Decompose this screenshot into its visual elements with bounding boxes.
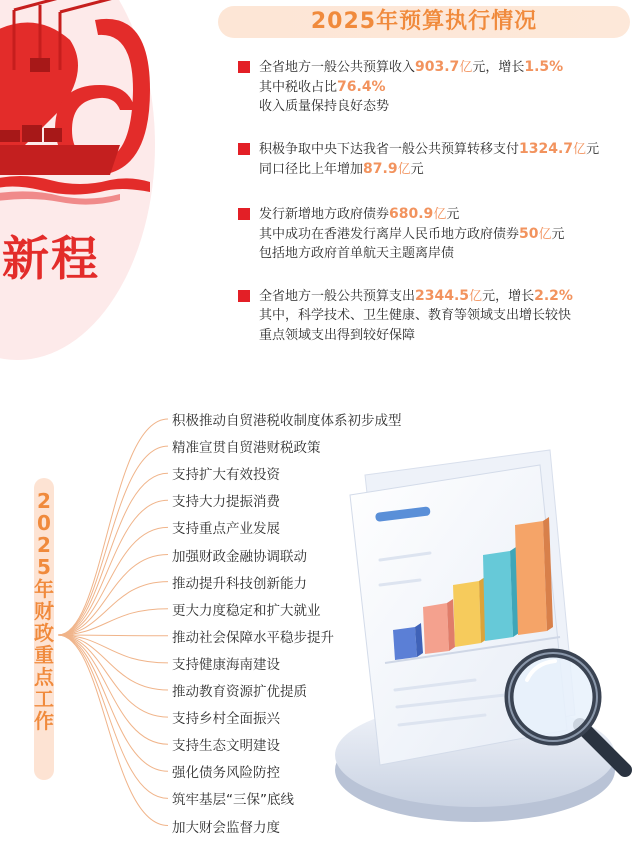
- text: 其中税收占比: [259, 80, 338, 95]
- highlight-number: 2344.5: [415, 288, 470, 304]
- key-work-item: 加强财政金融协调联动: [172, 548, 307, 565]
- connector-curves: [50, 405, 175, 835]
- unit: 亿: [433, 207, 447, 222]
- key-work-item: 推动教育资源扩优提质: [172, 684, 307, 700]
- unit: 亿: [469, 289, 483, 304]
- bullet-square: [238, 208, 250, 220]
- highlight-number: 1.5%: [524, 59, 564, 75]
- text: 全省地方一般公共预算收入: [259, 60, 416, 75]
- page-title: 2025年预算执行情况: [310, 9, 538, 34]
- key-work-item: 推动提升科技创新能力: [172, 575, 307, 592]
- budget-line: [259, 78, 386, 97]
- highlight-number: 680.9: [389, 206, 434, 222]
- connector-curve: [58, 473, 168, 635]
- highlight-number: 1324.7: [519, 141, 574, 157]
- text: 元: [586, 142, 600, 157]
- emblem-text: 新程: [2, 232, 100, 287]
- bullet-square: [238, 143, 250, 155]
- connector-curve: [58, 635, 168, 826]
- key-work-item: 推动社会保障水平稳步提升: [172, 629, 334, 646]
- text: 元: [410, 162, 424, 177]
- key-work-item: 支持大力提振消费: [172, 494, 280, 511]
- unit: 亿: [459, 60, 473, 75]
- text: 发行新增地方政府债券: [259, 207, 390, 222]
- budget-line: [259, 160, 424, 179]
- unit: 亿: [397, 162, 411, 177]
- text: 其中成功在香港发行离岸人民币地方政府债券: [259, 227, 520, 242]
- text: 积极争取中央下达我省一般公共预算转移支付: [259, 142, 520, 157]
- text: 元，增长: [482, 289, 535, 304]
- highlight-number: 87.9: [363, 161, 398, 177]
- key-work-item: 精准宣贯自贸港财税政策: [172, 440, 321, 457]
- budget-line: 包括地方政府首单航天主题离岸债: [259, 246, 455, 261]
- crane-ship-emblem: [0, 0, 160, 220]
- highlight-number: 76.4%: [337, 79, 386, 95]
- key-work-item: 加大财会监督力度: [172, 819, 280, 836]
- budget-line: 重点领域支出得到较好保障: [259, 328, 416, 343]
- key-work-item: 更大力度稳定和扩大就业: [172, 602, 321, 619]
- key-work-item: 筑牢基层“三保”底线: [172, 792, 294, 809]
- budget-line: [259, 225, 565, 244]
- budget-line: [259, 140, 599, 159]
- key-work-item: 支持重点产业发展: [172, 521, 280, 538]
- unit: 亿: [538, 227, 552, 242]
- connector-curve: [58, 555, 168, 636]
- connector-curve: [58, 635, 168, 798]
- key-work-item: 支持生态文明建设: [172, 738, 280, 755]
- key-work-title: 2 0 2 5 年 财 政 重 点 工 作: [34, 489, 54, 733]
- highlight-number: 50: [519, 226, 539, 242]
- budget-line: 收入质量保持良好态势: [259, 99, 390, 114]
- key-work-item: 支持健康海南建设: [172, 656, 280, 673]
- highlight-number: 903.7: [415, 59, 460, 75]
- connector-curve: [58, 635, 168, 771]
- text: 元: [446, 207, 460, 222]
- key-work-item: 支持乡村全面振兴: [172, 711, 280, 728]
- budget-line: [259, 287, 573, 306]
- budget-line: [259, 58, 563, 77]
- connector-curve: [58, 635, 168, 636]
- text: 全省地方一般公共预算支出: [259, 289, 416, 304]
- key-work-item: 支持扩大有效投资: [172, 467, 280, 484]
- highlight-number: 2.2%: [534, 288, 573, 304]
- key-work-item: 强化债务风险防控: [172, 765, 280, 782]
- budget-line: [259, 205, 459, 224]
- connector-curve: [58, 500, 168, 635]
- text: 元，增长: [472, 60, 525, 75]
- budget-line: 其中，科学技术、卫生健康、教育等领域支出增长较快: [259, 308, 572, 323]
- bullet-square: [238, 61, 250, 73]
- unit: 亿: [573, 142, 587, 157]
- text: 元: [551, 227, 565, 242]
- key-work-item: 积极推动自贸港税收制度体系初步成型: [172, 413, 402, 429]
- connector-curve: [58, 446, 168, 635]
- bullet-square: [238, 290, 250, 302]
- connector-curve: [58, 635, 168, 717]
- bar-chart-report-illustration: [335, 425, 638, 845]
- text: 同口径比上年增加: [259, 162, 364, 177]
